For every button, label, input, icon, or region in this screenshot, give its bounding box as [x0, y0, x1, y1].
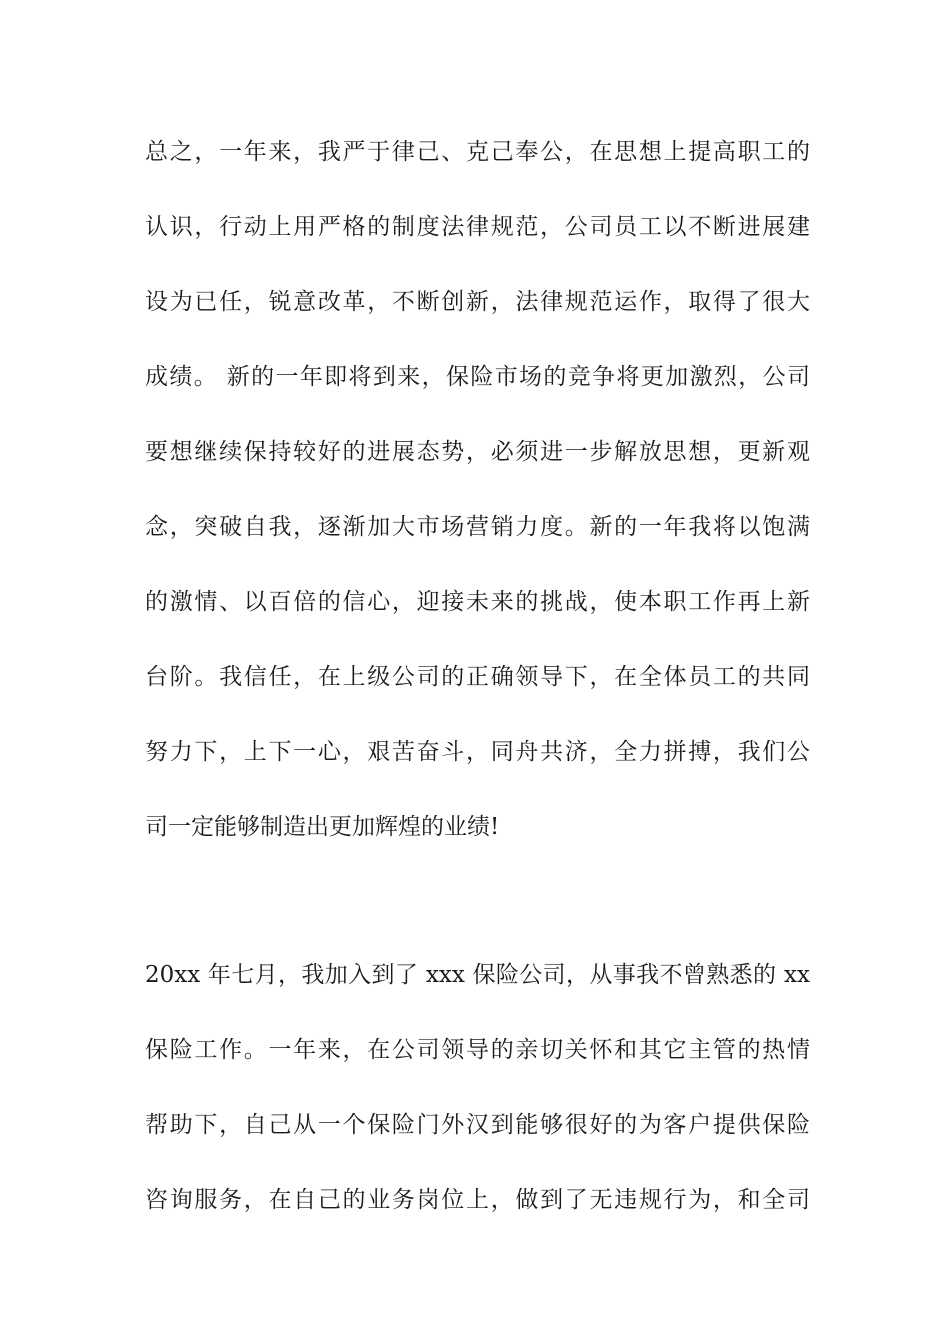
paragraph-line: 努力下，上下一心，艰苦奋斗，同舟共济，全力拼搏，我们公 [145, 739, 810, 765]
paragraph-line: 20xx 年七月，我加入到了 xxx 保险公司，从事我不曾熟悉的 xx [145, 962, 810, 988]
paragraph-line: 帮助下，自己从一个保险门外汉到能够很好的为客户提供保险 [145, 1112, 810, 1138]
paragraph-line: 咨询服务，在自己的业务岗位上，做到了无违规行为，和全司 [145, 1187, 810, 1213]
paragraph-line: 认识，行动上用严格的制度法律规范，公司员工以不断进展建 [145, 214, 810, 240]
paragraph-line: 总之，一年来，我严于律己、克己奉公，在思想上提高职工的 [145, 139, 810, 165]
paragraph-line: 的激情、以百倍的信心，迎接未来的挑战，使本职工作再上新 [145, 589, 810, 615]
paragraph-line: 司一定能够制造出更加辉煌的业绩! [145, 814, 500, 840]
paragraph-line: 台阶。我信任，在上级公司的正确领导下，在全体员工的共同 [145, 664, 810, 690]
paragraph-line: 念，突破自我，逐渐加大市场营销力度。新的一年我将以饱满 [145, 514, 810, 540]
paragraph-line: 保险工作。一年来，在公司领导的亲切关怀和其它主管的热情 [145, 1037, 810, 1063]
paragraph-line: 要想继续保持较好的进展态势，必须进一步解放思想，更新观 [145, 439, 810, 465]
paragraph-line: 设为已任，锐意改革，不断创新，法律规范运作，取得了很大 [145, 289, 810, 315]
paragraph-line: 成绩。 新的一年即将到来，保险市场的竞争将更加激烈，公司 [145, 364, 810, 390]
